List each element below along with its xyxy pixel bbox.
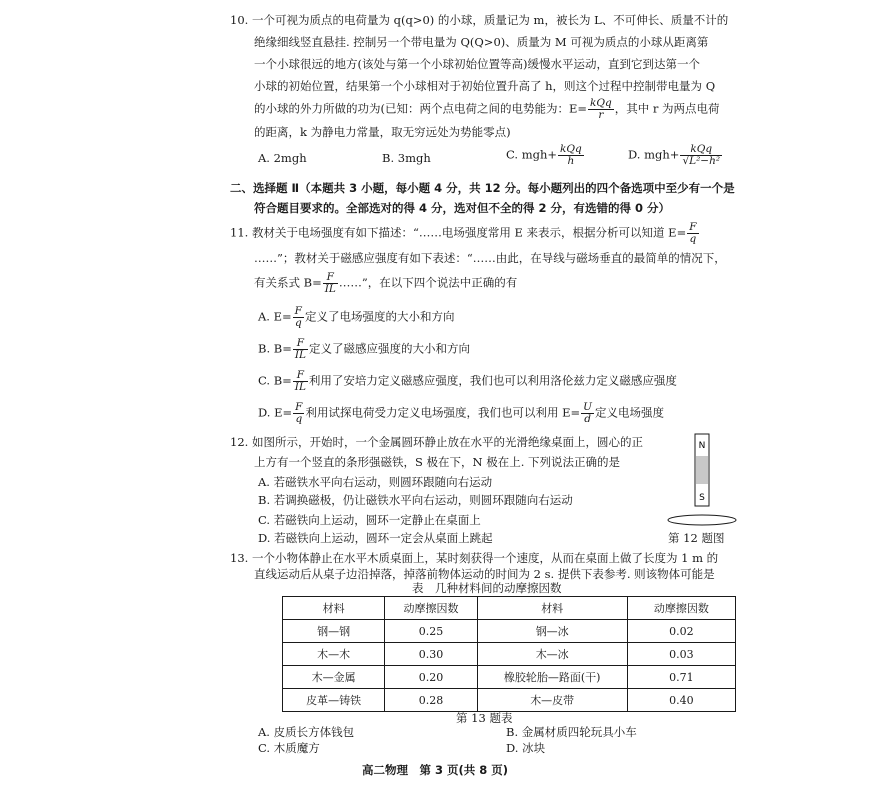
magnet-ring-diagram xyxy=(664,432,744,544)
table-cell: 0.71 xyxy=(627,666,735,689)
q11-option-c xyxy=(258,370,677,393)
table-row xyxy=(283,666,736,689)
frac-den: IL xyxy=(294,349,306,361)
q10-option-a: A. 2mgh xyxy=(258,151,307,165)
option-text-tail: 定义电场强度 xyxy=(595,405,664,420)
frac-num: U xyxy=(583,401,592,413)
table-cell: 木—皮带 xyxy=(477,689,627,712)
q10-line-1: 10. 一个可视为质点的电荷量为 q(q>0) 的小球，质量记为 m，被长为 L、不可伸长、质量不计的 xyxy=(230,13,729,27)
frac-den: q xyxy=(689,233,697,245)
q12-option-a: A. 若磁铁水平向右运动，则圆环跟随向右运动 xyxy=(258,475,493,489)
q11-line-3-tail: ……”，在以下四个说法中正确的有 xyxy=(338,275,518,290)
table-row xyxy=(283,620,736,643)
frac-num: kQq xyxy=(590,97,612,109)
q11-line-3-text: 有关系式 B= xyxy=(254,275,322,290)
q11-line-2: ……”；教材关于磁感应强度有如下表述：“……由此，在导线与磁场垂直的最简单的情况下， xyxy=(254,251,726,265)
page-footer: 高二物理 第 3 页(共 8 页) xyxy=(361,763,509,777)
table-header-cell: 动摩擦因数 xyxy=(627,597,735,620)
q10-line-4: 小球的初始位置，结果第一个小球相对于初始位置升高了 h，则这个过程中控制带电量为 Q xyxy=(254,79,716,93)
frac-num: F xyxy=(294,305,302,317)
q11-line-3 xyxy=(254,272,517,295)
frac-den: d xyxy=(584,413,591,425)
frac-num: F xyxy=(323,272,338,284)
q10-option-b: B. 3mgh xyxy=(382,151,431,165)
frac-num: F xyxy=(293,338,308,350)
frac-den: √L²−h² xyxy=(682,155,721,167)
q12-option-c: C. 若磁铁向上运动，圆环一定静止在桌面上 xyxy=(258,513,481,527)
table-cell: 橡胶轮胎—路面(干) xyxy=(477,666,627,689)
q12-option-b: B. 若调换磁极，仍让磁铁水平向右运动，则圆环跟随向右运动 xyxy=(258,493,573,507)
frac-den: IL xyxy=(324,283,336,295)
option-label: C. B= xyxy=(258,373,292,388)
q13-option-c: C. 木质魔方 xyxy=(258,741,320,755)
frac-den: q xyxy=(295,413,303,425)
option-text: 定义了电场强度的大小和方向 xyxy=(304,309,455,324)
option-fraction xyxy=(293,402,304,425)
table-cell: 0.25 xyxy=(385,620,477,643)
q13-option-b: B. 金属材质四轮玩具小车 xyxy=(506,725,637,739)
option-fraction xyxy=(293,370,308,393)
table-cell: 木—金属 xyxy=(283,666,385,689)
q10-line-6: 的距离，k 为静电力常量，取无穷远处为势能零点) xyxy=(254,125,511,139)
q10-option-c xyxy=(506,144,585,167)
q10-line-5-text: 的小球的外力所做的功为(已知：两个点电荷之间的电势能为：E= xyxy=(254,101,588,116)
q12-option-d: D. 若磁铁向上运动，圆环一定会从桌面上跳起 xyxy=(258,531,493,545)
q10-option-d xyxy=(628,144,723,167)
q10-line-3: 一个小球很远的地方(该处与第一个小球初始位置等高)缓慢水平运动，直到它到达第一个 xyxy=(254,57,700,71)
q10-line-5-tail: ，其中 r 为两点电荷 xyxy=(614,101,720,116)
frac-num: F xyxy=(293,370,308,382)
q13-line-1: 13. 一个小物体静止在水平木质桌面上，某时刻获得一个速度，从而在桌面上做了长度为 1 m 的 xyxy=(230,551,719,565)
table-row xyxy=(283,689,736,712)
table-header-cell: 动摩擦因数 xyxy=(385,597,477,620)
table-header-row xyxy=(283,597,736,620)
q10-line-2: 绝缘细线竖直悬挂. 控制另一个带电量为 Q(Q>0)、质量为 M 可视为质点的小球从距离第 xyxy=(254,35,709,49)
q12-figure xyxy=(664,432,744,544)
q13-table-title: 表 几种材料间的动摩擦因数 xyxy=(412,581,562,595)
option-d-fraction xyxy=(680,144,722,167)
q11-option-b xyxy=(258,338,470,361)
option-d-text: D. mgh+ xyxy=(628,147,680,162)
table-cell: 0.02 xyxy=(627,620,735,643)
q11-option-d xyxy=(258,402,664,425)
friction-coefficient-table xyxy=(282,596,736,712)
option-c-text: C. mgh+ xyxy=(506,147,558,162)
section-2-heading-line-2: 符合题目要求的。全部选对的得 4 分，选对但不全的得 2 分，有选错的得 0 分） xyxy=(254,201,671,215)
table-cell: 木—冰 xyxy=(477,643,627,666)
table-cell: 钢—钢 xyxy=(283,620,385,643)
frac-num: F xyxy=(689,221,697,233)
q13-line-2: 直线运动后从桌子边沿掉落，掉落前物体运动的时间为 2 s. 提供下表参考. 则该物体可能是 xyxy=(254,567,715,581)
frac-den: IL xyxy=(294,381,306,393)
frac-den: q xyxy=(294,317,302,329)
q11-line-1 xyxy=(230,222,700,245)
magnet-n-pole-label: N xyxy=(698,441,706,451)
q12-figure-caption: 第 12 题图 xyxy=(668,531,725,545)
table-header-cell: 材料 xyxy=(477,597,627,620)
option-text: 利用试探电荷受力定义电场强度，我们也可以利用 E= xyxy=(305,405,581,420)
section-2-heading-line-1: 二、选择题 Ⅱ（本题共 3 小题，每小题 4 分，共 12 分。每小题列出的四个备选项中至少有一个是 xyxy=(230,181,735,195)
table-cell: 钢—冰 xyxy=(477,620,627,643)
frac-num: kQq xyxy=(560,143,582,155)
frac-num: kQq xyxy=(680,144,722,156)
frac-den: h xyxy=(567,155,575,167)
q13-option-d: D. 冰块 xyxy=(506,741,546,755)
table-cell: 皮革—铸铁 xyxy=(283,689,385,712)
frac-den: r xyxy=(598,109,604,121)
q13-option-a: A. 皮质长方体钱包 xyxy=(258,725,355,739)
option-c-fraction xyxy=(558,144,584,167)
table-cell: 0.40 xyxy=(627,689,735,712)
option-text: 利用了安培力定义磁感应强度，我们也可以利用洛伦兹力定义磁感应强度 xyxy=(308,373,677,388)
q12-line-2: 上方有一个竖直的条形强磁铁，S 极在下，N 极在上. 下列说法正确的是 xyxy=(254,455,621,469)
table-cell: 木—木 xyxy=(283,643,385,666)
q13-table-caption: 第 13 题表 xyxy=(456,711,513,725)
magnet-s-pole-label: S xyxy=(699,493,705,503)
q11-line-1-text: 11. 教材关于电场强度有如下描述：“……电场强度常用 E 来表示，根据分析可以知道 E= xyxy=(230,225,687,240)
option-fraction xyxy=(293,306,304,329)
option-fraction xyxy=(293,338,308,361)
q11-option-a xyxy=(258,306,454,329)
option-label: B. B= xyxy=(258,341,292,356)
table-cell: 0.28 xyxy=(385,689,477,712)
table-cell: 0.20 xyxy=(385,666,477,689)
e-formula-fraction xyxy=(687,222,698,245)
q12-line-1: 12. 如图所示，开始时，一个金属圆环静止放在水平的光滑绝缘桌面上，圆心的正 xyxy=(230,435,643,449)
table-row xyxy=(283,643,736,666)
table-header-cell: 材料 xyxy=(283,597,385,620)
option-label: A. E= xyxy=(258,309,292,324)
metal-ring xyxy=(668,515,736,525)
b-formula-fraction xyxy=(323,272,338,295)
option-label: D. E= xyxy=(258,405,293,420)
table-cell: 0.30 xyxy=(385,643,477,666)
frac-num: F xyxy=(295,401,303,413)
option-text: 定义了磁感应强度的大小和方向 xyxy=(308,341,470,356)
potential-energy-fraction xyxy=(588,98,614,121)
magnet-middle-shading xyxy=(696,456,708,484)
option-fraction-2 xyxy=(581,402,594,425)
q10-line-5 xyxy=(254,98,720,121)
table-cell: 0.03 xyxy=(627,643,735,666)
